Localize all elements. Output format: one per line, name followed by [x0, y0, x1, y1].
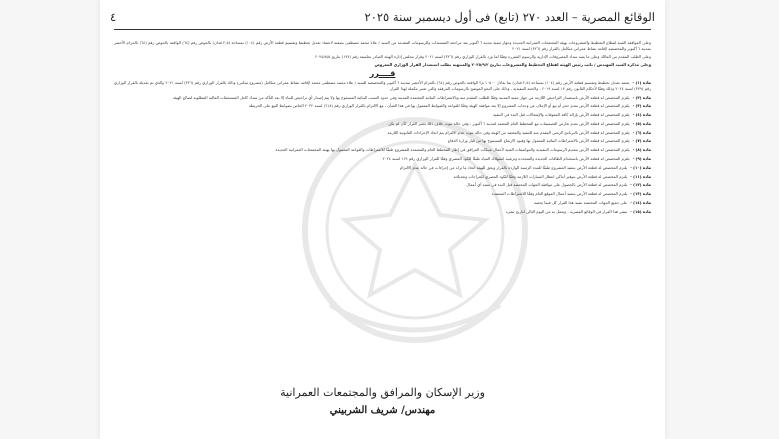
article-label: مادة (٩) -	[632, 156, 651, 161]
article-label: مادة (٢) -	[632, 94, 651, 100]
article-text: يلتزم المخصص له قطعة الأرض بالبرنامج الزمني المقدم منه للتنفيذ والمعتمد من الهيئة وفي حالة ثبوت عدم الالتزام يتم اتخاذ الإجراءات القانونية اللازمة	[387, 129, 630, 135]
article-text: يلتزم المخصص له قطعة الأرض بتنفيذ المشروع طبقًا للمدة الزمنية الواردة بالقرار ويحق للهيئة اتخاذ ما تراه من إجراءات في حالة عدم الالتزام	[399, 164, 628, 170]
intro-paragraph: وعلى الطلب المقدم من المالك وعلى ما يفيد سداد المصروفات الإدارية والرسوم المقررة وفقًا لما ورد بالقرار الوزاري رقم (٣٢٦) لسنة ٢٠٢١ وقرار مجلس إدارة الهيئة الصادر بجلسته رقم (١٧٧) بتاريخ ٢٠٢٥/٨/٥	[315, 53, 651, 59]
article-text: يلتزم المخصص له قطعة الأرض باستخدام الطاقات الجديدة والمتجددة وترشيد استهلاك المياه طبقًا للكود المصري وفقًا للقرار الوزاري رقم ١١٩ لسنة ٢٠٢٤	[382, 156, 630, 161]
article-11	[114, 174, 651, 180]
intro-paragraph: وعلى مذكرة السيد المهندس / نائب رئيس الهيئة لقطاع التخطيط والمشروعات بتاريخ ٢٠٢٥/٩/٢ والمنتهية بطلب استصدار القرار الوزاري المعروض	[374, 61, 651, 67]
intro-paragraph: وعلى الموافقة الفنية لقطاع التخطيط والمشروعات بهيئة المجتمعات العمرانية الجديدة وجهاز تنمية مدينة ٦ أكتوبر بعد مراجعة المستندات والرسومات المقدمة من السيد / علاء محمد مصطفى بصفته لاعتماد تعديل تخطيط وتقسيم قطعة الأرض رقم (١٠٤) بمساحة (٢,٥ فدان) بالحوض رقم (٦٤) الواقعة بالحوض رقم (٦٤) بالحزام الأخضر بمدينة ٦ أكتوبر والمخصصة لإقامة نشاط عمراني متكامل بالقرار رقم (٣٢٦) لسنة ٢٠٢١	[114, 40, 651, 51]
article-8	[114, 147, 651, 153]
page-number: ٤	[110, 10, 117, 24]
article-text: يلتزم المخصص له قطعة الأرض بتوفير أماكن انتظار السيارات اللازمة وفقًا للكود المصري للجراجات وتعديلاته	[453, 173, 628, 179]
article-text: يلتزم المخصص له قطعة الأرض بعدم تعارض التصميمات مع المخطط العام المعتمد لمدينة ٦ أكتوبر ، وفي حالة ثبوت خلاف ذلك يعتبر القرار كأن لم يكن	[388, 120, 630, 126]
article-9	[114, 156, 651, 162]
article-label: مادة (٣) -	[632, 103, 651, 109]
article-label: مادة (٤) -	[632, 112, 651, 118]
minister-name: مهندس/ شريف الشربيني	[329, 405, 436, 416]
article-7	[114, 138, 651, 144]
article-text: يلتزم المخصص له قطعة الأرض بالاشتراطات البنائية المعمول بها وقيود الارتفاع المسموح بها من قبل وزارة الدفاع	[447, 138, 630, 144]
article-12	[114, 182, 651, 188]
article-label: مادة (٨) -	[632, 147, 651, 153]
article-text: يلتزم المخصص له قطعة الأرض بإزالة كافة المعوقات والإشغالات قبل البدء في التنفيذ	[493, 112, 630, 118]
article-label: مادة (١٣) -	[630, 191, 651, 197]
article-text: يعتمد تعديل تخطيط وتقسيم قطعة الأرض رقم (١٠٤) بمساحة (٢,٥ فدان) بما يعادل ١٠٥٠٠ م٢ الواقعة بالحوض رقم (٦٤) بالحزام الأخضر بمدينة ٦ أكتوبر والمخصصة للسيد / علاء محمد مصطفى محمد لإقامة نشاط عمراني متكامل (مشروع سكني) وذلك بالقرار الوزاري رقم (٣٢٦) لسنة ٢٠٢١ والذي تم تعديله بالقرار الوزاري رقم (٣٧٩) لسنة ٢٠٢٤ وذلك وفقًا لأحكام القانون رقم ١٧ لسنة ٢٠١٩ ، ولائحته التنفيذية ، وذلك على النحو الموضح بالرسومات المرفقة والتي تعتبر مكملة لهذا القرار	[114, 80, 651, 91]
article-label: مادة (١٤) -	[630, 199, 651, 205]
header-divider	[114, 29, 651, 30]
article-label: مادة (١٢) -	[630, 182, 651, 188]
page-header	[110, 8, 655, 26]
article-text: ينشر هذا القرار في الوقائع المصرية ، ويعمل به من اليوم التالي لتاريخ نشره	[505, 208, 628, 214]
article-2	[114, 95, 651, 101]
article-6	[114, 130, 651, 136]
article-label: مادة (١١) -	[630, 173, 651, 179]
article-10	[114, 165, 651, 171]
article-label: مادة (١٥) -	[630, 208, 651, 214]
article-text: يلتزم المخصص له قطعة الأرض بعدم حجز أو بيع أو الإعلان عن وحدات المشروع إلا بعد موافقة الهيئة وفقًا للقواعد والضوابط المعمول بها في هذا الشأن ، مع الالتزام بالقرار الوزاري رقم (٦١٨) لسنة ٢٠٢٢ الخاص بضوابط البيع على الخريطة	[248, 103, 630, 109]
article-5	[114, 121, 651, 127]
minister-title: وزير الإسكان والمرافق والمجتمعات العمرانية	[280, 386, 485, 399]
article-1	[114, 80, 651, 91]
article-label: مادة (٦) -	[632, 129, 651, 135]
article-label: مادة (٥) -	[632, 120, 651, 126]
article-label: مادة (١) -	[632, 80, 651, 86]
article-text: يلتزم المخصص له قطعة الأرض بالحصول على موافقة الجهات المختصة قبل البدء في تنفيذ أي أعمال	[466, 182, 628, 188]
article-14	[114, 200, 651, 206]
article-text: يلتزم المخصص له قطعة الأرض بتنفيذ أعمال الموقع العام وفقًا للاشتراطات المعتمدة	[491, 191, 628, 197]
article-4	[114, 112, 651, 118]
publication-title: الوقائع المصرية – العدد ٢٧٠ (تابع) فى أول ديسمبر سنة ٢٠٢٥	[364, 10, 655, 24]
article-text: يلتزم المخصص له قطعة الأرض باستصدار التراخيص اللازمة من جهاز تنمية المدينة وفقًا للطلب المقدم منه وبالاشتراطات البنائية المعتمدة للمدينة وفي حدود النسب البنائية المسموح بها ولا يتم إصدار أي تراخيص للبناء إلا بعد التأكد من سداد كامل المستحقات المالية المطلوبة لصالح الهيئة	[172, 94, 630, 100]
article-13	[114, 191, 651, 197]
article-15	[114, 209, 651, 215]
article-text: يلتزم المخصص له قطعة الأرض بتقديم الرسومات التنفيذية والمواصفات الفنية لأعمال شبكات المرافق في إطار المخطط العام والمعتمدة للمشروع طبقًا للاشتراطات والقواعد المعمول بها بهيئة المجتمعات العمرانية الجديدة	[275, 147, 630, 153]
decree-body	[114, 40, 651, 217]
gazette-page	[100, 0, 665, 439]
article-3	[114, 103, 651, 109]
article-text: على جميع الجهات المختصة تنفيذ هذا القرار كل فيما يخصه	[533, 199, 628, 205]
article-label: مادة (١٠) -	[630, 164, 651, 170]
decides-heading: قــــرر	[369, 68, 396, 78]
article-label: مادة (٧) -	[632, 138, 651, 144]
